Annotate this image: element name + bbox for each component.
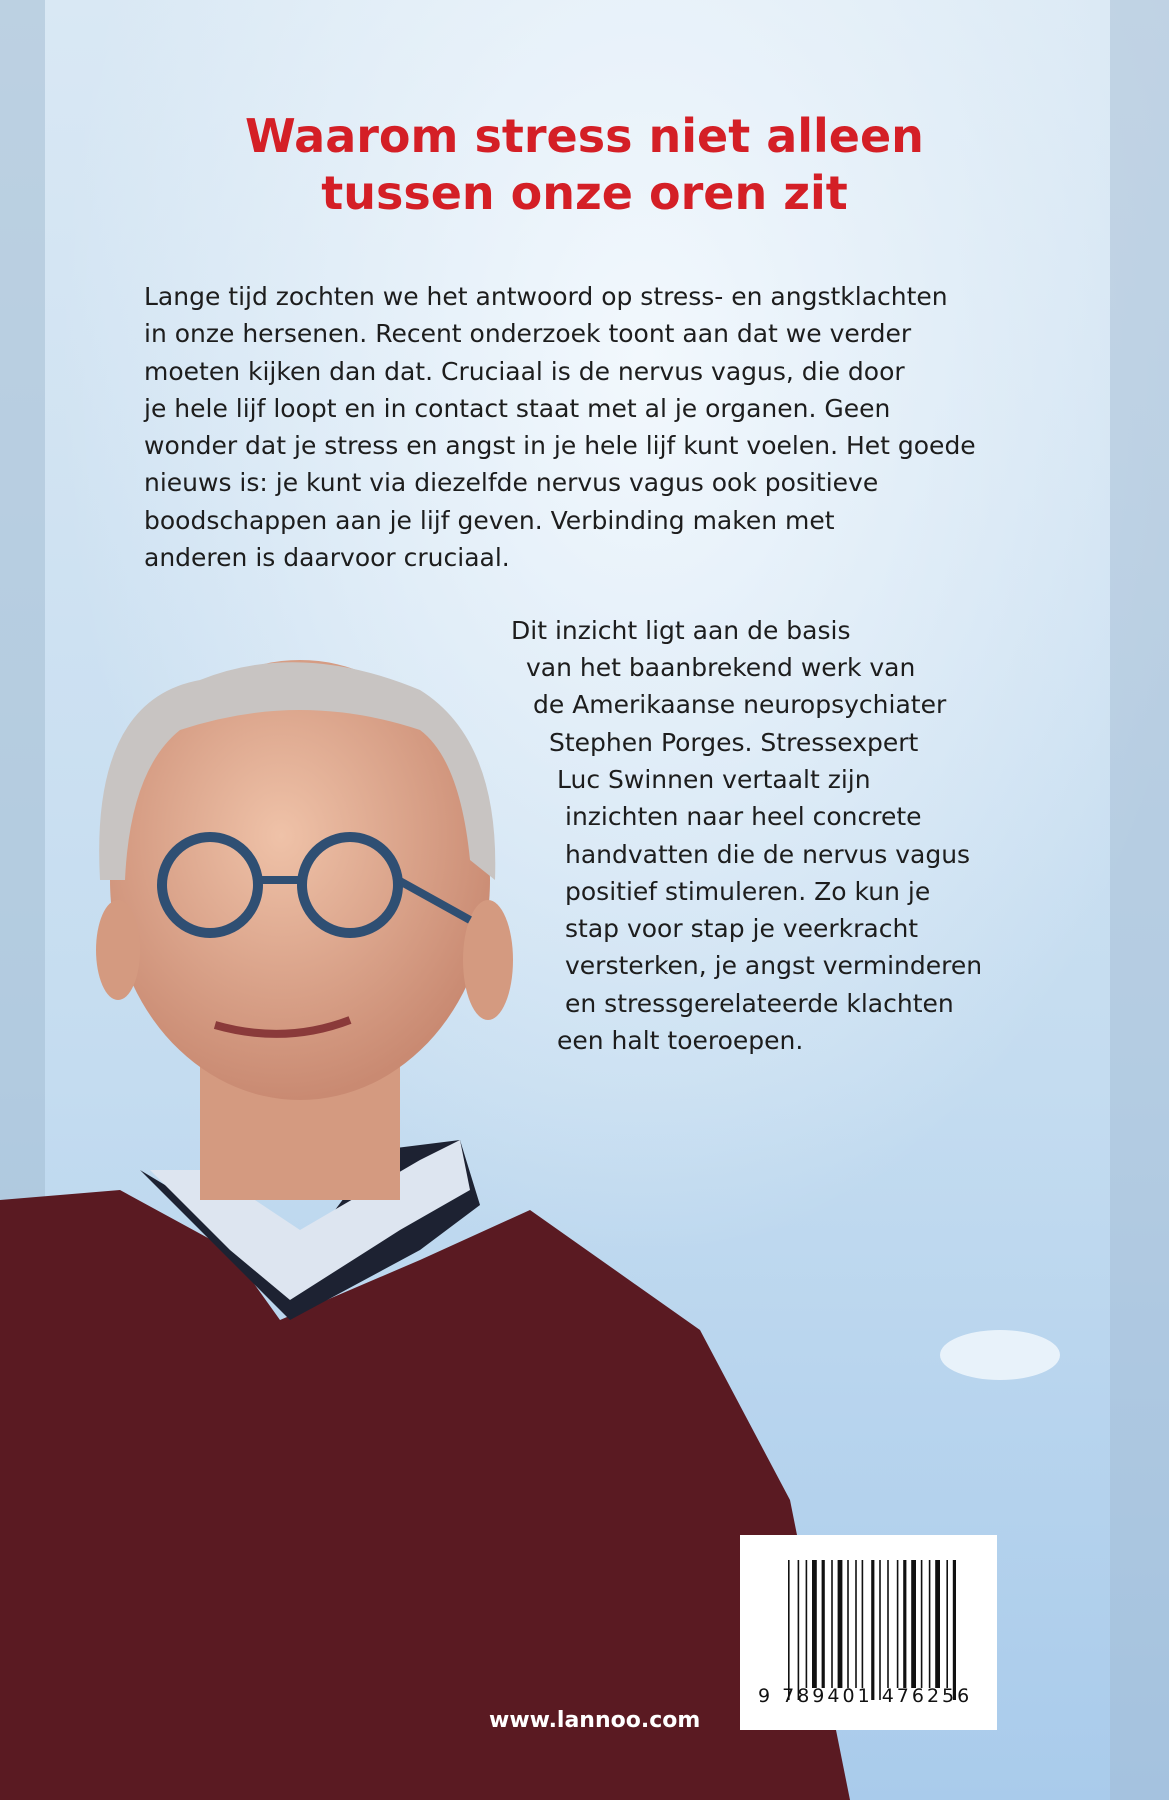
- barcode-bar: [806, 1560, 808, 1688]
- barcode-bar: [871, 1560, 874, 1700]
- text-line: Dit inzicht ligt aan de basis: [511, 616, 851, 645]
- barcode-bar: [946, 1560, 948, 1688]
- barcode-bar: [903, 1560, 906, 1688]
- publisher-website[interactable]: www.lannoo.com: [489, 1708, 701, 1733]
- barcode-bar: [921, 1560, 923, 1688]
- text-line: handvatten die de nervus vagus: [565, 840, 971, 869]
- text-line: positief stimuleren. Zo kun je: [565, 877, 931, 906]
- text-line: een halt toeroepen.: [557, 1026, 804, 1055]
- barcode-bar: [862, 1560, 864, 1688]
- text-line: Lange tijd zochten we het antwoord op stress- en angstklachten: [144, 282, 948, 311]
- text-line: anderen is daarvoor cruciaal.: [144, 543, 510, 573]
- text-line: boodschappen aan je lijf geven. Verbinding maken met: [144, 505, 835, 535]
- barcode-bar: [822, 1560, 825, 1688]
- barcode-bar: [897, 1560, 899, 1688]
- text-line: van het baanbrekend werk van: [526, 653, 916, 682]
- barcode-bar: [887, 1560, 889, 1688]
- text-line: Luc Swinnen vertaalt zijn: [557, 765, 871, 794]
- headline: [0, 108, 1169, 222]
- text-line: versterken, je angst verminderen: [565, 951, 983, 980]
- barcode-bar: [929, 1560, 931, 1688]
- text-line: en stressgerelateerde klachten: [565, 989, 954, 1018]
- text-line: stap voor stap je veerkracht: [565, 914, 919, 943]
- text-line: je hele lijf loopt en in contact staat met al je organen. Geen: [144, 393, 891, 423]
- text-line: moeten kijken dan dat. Cruciaal is de nervus vagus, die door: [144, 356, 905, 386]
- intro-paragraph: [144, 278, 1044, 576]
- barcode-bar: [798, 1560, 800, 1700]
- barcode-bar: [812, 1560, 817, 1688]
- text-line: wonder dat je stress en angst in je hele lijf kunt voelen. Het goede: [144, 431, 976, 461]
- barcode-bar: [847, 1560, 849, 1688]
- text-line: in onze hersenen. Recent onderzoek toont aan dat we verder: [144, 319, 912, 349]
- headline-line: Waarom stress niet alleen: [245, 109, 924, 163]
- barcode-number: 9 789401 476256: [758, 1685, 973, 1707]
- barcode-bar: [855, 1560, 857, 1688]
- barcode-bar: [831, 1560, 833, 1688]
- barcode-bar: [953, 1560, 956, 1700]
- barcode-bar: [838, 1560, 843, 1688]
- text-line: nieuws is: je kunt via diezelfde nervus vagus ook positieve: [144, 468, 879, 498]
- barcode-bar: [788, 1560, 790, 1700]
- text-line: inzichten naar heel concrete: [565, 802, 922, 831]
- barcode-bar: [879, 1560, 881, 1700]
- barcode-bar: [935, 1560, 940, 1688]
- headline-line: tussen onze oren zit: [321, 166, 848, 220]
- isbn-barcode: [740, 1535, 997, 1730]
- barcode-bar: [911, 1560, 916, 1688]
- text-line: Stephen Porges. Stressexpert: [549, 728, 919, 757]
- text-line: de Amerikaanse neuropsychiater: [533, 690, 947, 719]
